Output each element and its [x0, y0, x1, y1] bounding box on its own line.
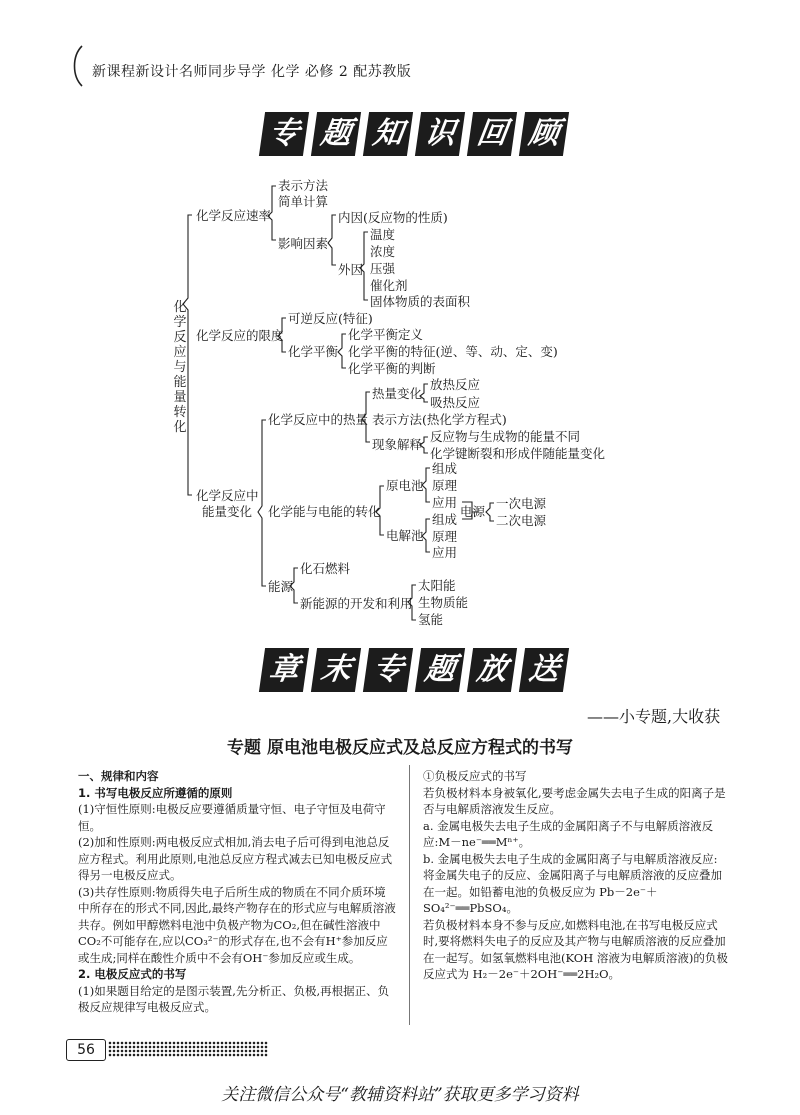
paragraph: 若负极材料本身被氧化,要考虑金属失去电子生成的阳离子是否与电解质溶液发生反应。 [423, 785, 726, 816]
tree-node: 生物质能 [418, 595, 469, 610]
bonus-subtitle: ——小专题,大收获 [587, 707, 721, 726]
footer-watermark: 关注微信公众号“教辅资料站”获取更多学习资料 [221, 1085, 579, 1105]
tree-root: 化学反应与能量转化 [173, 300, 187, 435]
tree-node: 一次电源 [496, 496, 547, 511]
tree-node: 反应物与生成物的能量不同 [430, 429, 581, 444]
tree-node: 组成 [432, 461, 458, 476]
running-header: 新课程新设计名师同步导学 化学 必修 2 配苏教版 [92, 64, 412, 80]
tree-node: 温度 [370, 227, 396, 242]
tree-node: 化学平衡 [288, 344, 339, 359]
tree-node: 表示方法 [278, 178, 329, 193]
right-column [423, 768, 728, 983]
tree-node: 压强 [370, 261, 396, 276]
tree-node-energy: 能量变化 [202, 504, 253, 519]
review-title-char: 知 [363, 112, 413, 156]
tree-node: 放热反应 [430, 377, 481, 392]
tree-node: 电源 [460, 504, 486, 519]
tree-node: 组成 [432, 512, 458, 527]
paragraph: (3)共存性原则:物质得失电子后所生成的物质在不同介质环境中所存在的形式不同,因此,最终产物存在的形式应与电解质溶液共存。例如甲醇燃料电池中负极产物为CO₂,但在碱性溶液中CO₂不可能存在,应以CO₃²⁻的形式存在,也不会有H⁺参加反应或生成;同样在酸性介质中不会有OH⁻参加反应或生成。 [78, 884, 396, 965]
tree-node: 化学能与电能的转化 [268, 504, 381, 519]
tree-node: 应用 [432, 545, 458, 560]
review-title-char: 识 [415, 112, 465, 156]
tree-node: 原理 [432, 529, 458, 544]
tree-node-limit: 化学反应的限度 [196, 328, 284, 343]
tree-node: 化石燃料 [300, 561, 351, 576]
paragraph: b. 金属电极失去电子生成的金属阳离子与电解质溶液反应:将金属失电子的反应、金属阳离子与电解质溶液的反应叠加在一起。如铅蓄电池的负极反应为 Pb－2e⁻＋SO₄²⁻══PbSO₄。 [423, 851, 722, 915]
tree-node: 影响因素 [278, 236, 329, 251]
paragraph: a. 金属电极失去电子生成的金属阳离子不与电解质溶液反应:M－ne⁻══Mⁿ⁺。 [423, 818, 714, 849]
review-title-char: 专 [259, 112, 309, 156]
bonus-title [262, 648, 566, 692]
bonus-title-char: 末 [311, 648, 361, 692]
bonus-title-char: 送 [519, 648, 569, 692]
tree-node: 热量变化 [372, 386, 423, 401]
tree-node: 外因 [338, 262, 364, 277]
tree-node: 能源 [268, 579, 294, 594]
tree-node: 化学反应中的热量 [268, 412, 369, 427]
topic-heading: 专题 原电池电极反应式及总反应方程式的书写 [227, 738, 573, 758]
tree-node: 内因(反应物的性质) [338, 210, 448, 225]
bonus-title-char: 章 [259, 648, 309, 692]
tree-node: 可逆反应(特征) [288, 311, 373, 326]
tree-node: 化学平衡的判断 [348, 361, 436, 376]
page-number-dots [108, 1041, 268, 1057]
review-title-char: 题 [311, 112, 361, 156]
tree-node: 现象解释 [372, 437, 423, 452]
column-divider [409, 765, 410, 1025]
bonus-title-char: 专 [363, 648, 413, 692]
tree-node: 化学平衡定义 [348, 327, 424, 342]
tree-node: 固体物质的表面积 [370, 294, 471, 309]
bonus-title-char: 放 [467, 648, 517, 692]
tree-node: 化学平衡的特征(逆、等、动、定、变) [348, 344, 558, 359]
tree-node-energy: 化学反应中 [196, 488, 259, 503]
tree-node: 吸热反应 [430, 395, 481, 410]
tree-node: 太阳能 [418, 578, 456, 593]
tree-node: 浓度 [370, 244, 396, 259]
paragraph: (1)守恒性原则:电极反应要遵循质量守恒、电子守恒及电荷守恒。 [78, 802, 386, 833]
tree-node-rate: 化学反应速率 [196, 208, 272, 223]
paragraph: 若负极材料本身不参与反应,如燃料电池,在书写电极反应式时,要将燃料失电子的反应及其产物与电解质溶液的反应叠加在一起写。如氢氧燃料电池(KOH 溶液为电解质溶液)的负极反应式为 H₂－2e⁻＋2OH⁻══2H₂O。 [423, 917, 728, 981]
paragraph: (2)加和性原则:两电极反应式相加,消去电子后可得到电池总反应方程式。利用此原则,电池总反应方程式减去已知电极反应式得另一电极反应式。 [78, 835, 393, 882]
page-number: 56 [66, 1039, 106, 1061]
tree-node: 应用 [432, 495, 458, 510]
tree-node: 原理 [432, 478, 458, 493]
paragraph: (1)如果题目给定的是图示装置,先分析正、负极,再根据正、负极反应规律写电极反应式。 [78, 983, 390, 1014]
subsection-heading: 1. 书写电极反应所遵循的原则 [78, 785, 233, 800]
tree-node: 新能源的开发和利用 [300, 596, 413, 611]
left-column [78, 768, 396, 1016]
tree-node: 原电池 [386, 478, 424, 493]
paragraph: ①负极反应式的书写 [423, 769, 527, 783]
review-title-char: 顾 [519, 112, 569, 156]
section-heading: 一、规律和内容 [78, 769, 159, 783]
bonus-title-char: 题 [415, 648, 465, 692]
tree-node: 化学键断裂和形成伴随能量变化 [430, 446, 606, 461]
tree-node: 氢能 [418, 612, 444, 627]
review-title-char: 回 [467, 112, 517, 156]
tree-node: 表示方法(热化学方程式) [372, 412, 507, 427]
tree-node: 催化剂 [370, 278, 408, 293]
tree-node: 电解池 [386, 528, 424, 543]
subsection-heading: 2. 电极反应式的书写 [78, 967, 187, 981]
tree-node: 二次电源 [496, 513, 547, 528]
tree-node: 简单计算 [278, 194, 329, 209]
